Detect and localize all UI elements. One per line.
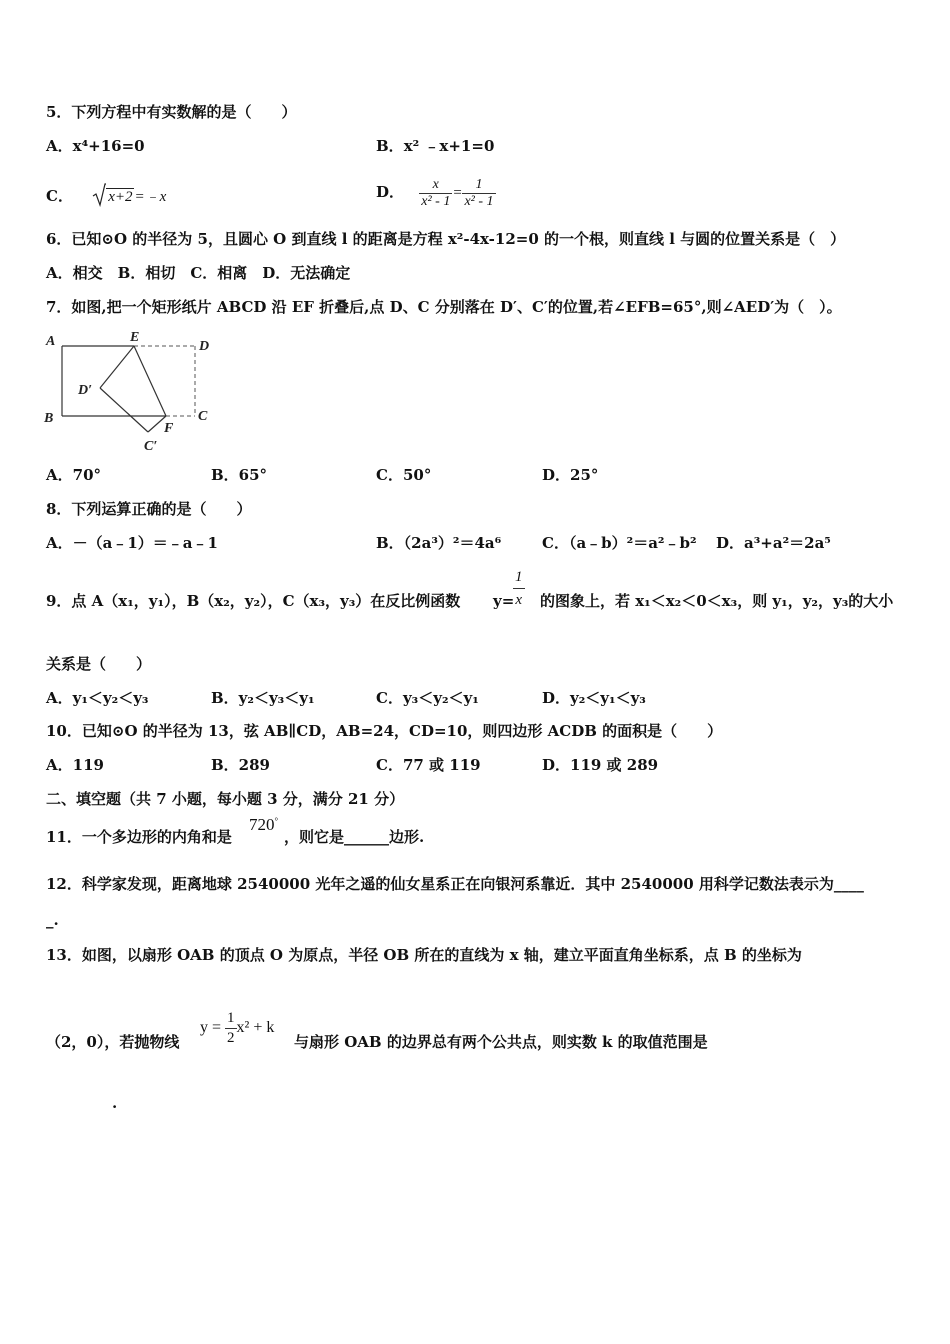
q10-option-c: C．77 或 119 xyxy=(376,756,481,774)
q5-c-radicand: x+2 xyxy=(108,189,133,205)
q13-dot: . xyxy=(112,1094,118,1112)
q11-val: 720 xyxy=(249,815,275,834)
q11-pre: 11．一个多边形的内角和是 xyxy=(46,828,232,846)
q5-d-num1: x xyxy=(419,177,452,194)
q9-stem-cont: 关系是（ ） xyxy=(46,655,152,673)
q5-d-label: D． xyxy=(376,183,405,201)
q11-value xyxy=(249,815,278,835)
q5-d-eq: = xyxy=(452,185,463,201)
section-2-heading: 二、填空题（共 7 小题，每小题 3 分，满分 21 分） xyxy=(46,790,405,808)
q13-den: 2 xyxy=(227,1029,235,1046)
q11-degree: ° xyxy=(274,816,279,826)
q8-stem: 8．下列运算正确的是（ ） xyxy=(46,500,252,518)
q7-option-b: B．65° xyxy=(211,466,268,484)
q7-edge-ef xyxy=(134,346,166,416)
q9-stem-post: 的图象上，若 x₁＜x₂＜0＜x₃，则 y₁，y₂，y₃的大小 xyxy=(540,592,894,610)
q6-stem: 6．已知⊙O 的半径为 5，且圆心 O 到直线 l 的距离是方程 x²-4x-12=0 的一个根，则直线 l 与圆的位置关系是（ ） xyxy=(46,230,846,248)
q7-label-e: E xyxy=(130,330,140,345)
q7-option-a: A．70° xyxy=(46,466,102,484)
q5-d-num2: 1 xyxy=(462,177,495,194)
sqrt-symbol-icon xyxy=(92,183,106,207)
q10-option-d: D．119 或 289 xyxy=(542,756,659,774)
q13-pre: （2，0），若抛物线 xyxy=(46,1033,180,1051)
q9-option-d: D．y₂＜y₁＜y₃ xyxy=(542,689,646,707)
q7-edge-edp xyxy=(100,346,134,388)
q7-option-c: C．50° xyxy=(376,466,432,484)
q7-edge-dpcp xyxy=(100,388,148,432)
q5-stem: 5．下列方程中有实数解的是（ ） xyxy=(46,103,297,121)
q13-y: y = xyxy=(200,1019,222,1036)
q5-b-expr: x² ﹣x+1=0 xyxy=(403,137,495,155)
q5-option-c xyxy=(46,183,166,207)
q7-label-cprime: C′ xyxy=(144,439,158,454)
q8-option-a: A．－（a﹣1）＝﹣a﹣1 xyxy=(46,534,218,552)
q9-option-c: C．y₃＜y₂＜y₁ xyxy=(376,689,479,707)
q9-frac xyxy=(513,566,525,611)
q11-post: ，则它是______边形. xyxy=(284,828,425,846)
q7-label-a: A xyxy=(46,334,56,349)
q8-option-b: B．（2a³）²＝4a⁶ xyxy=(376,534,502,552)
q8-option-d: D．a³+a²＝2a⁵ xyxy=(716,534,831,552)
q7-label-c: C xyxy=(198,409,208,424)
q5-a-expr: x⁴+16=0 xyxy=(72,137,145,155)
q13-frac xyxy=(225,1009,237,1048)
q5-d-den1: x² - 1 xyxy=(421,193,451,209)
q8-option-c: C．（a﹣b）²＝a²﹣b² xyxy=(542,534,697,552)
q5-b-label: B． xyxy=(376,137,404,155)
q9-func: y= xyxy=(493,592,515,610)
q7-label-d: D xyxy=(199,339,210,354)
q9-fraction xyxy=(513,566,525,611)
q5-c-rhs: =﹣x xyxy=(134,189,167,205)
q5-option-a xyxy=(46,136,145,156)
q13-post: 与扇形 OAB 的边界总有两个公共点，则实数 k 的取值范围是 xyxy=(294,1033,708,1051)
q10-option-a: A．119 xyxy=(46,756,104,774)
q13-num: 1 xyxy=(225,1009,237,1029)
q5-d-den2: x² - 1 xyxy=(464,193,494,209)
q13-parabola xyxy=(200,1008,274,1048)
q9-option-b: B．y₂＜y₃＜y₁ xyxy=(211,689,315,707)
q7-stem: 7．如图,把一个矩形纸片 ABCD 沿 EF 折叠后,点 D、C 分别落在 D′、C′的位置,若∠EFB=65°,则∠AED′为（ ）。 xyxy=(46,298,842,316)
q5-d-frac2 xyxy=(462,177,495,210)
q10-stem: 10．已知⊙O 的半径为 13，弦 AB∥CD，AB=24，CD=10，则四边形 ACDB 的面积是（ ） xyxy=(46,722,723,740)
q9-option-a: A．y₁＜y₂＜y₃ xyxy=(46,689,149,707)
q7-label-f: F xyxy=(164,421,174,436)
q7-figure xyxy=(40,328,220,456)
q7-label-b: B xyxy=(44,411,54,426)
q6-options: A．相交 B．相切 C．相离 D．无法确定 xyxy=(46,264,351,282)
q5-a-label: A． xyxy=(46,137,73,155)
q12-cont: _. xyxy=(46,911,59,929)
q10-option-b: B．289 xyxy=(211,756,270,774)
q5-c-label: C． xyxy=(46,187,73,205)
q9-stem-pre: 9．点 A（x₁，y₁），B（x₂，y₂），C（x₃，y₃）在反比例函数 xyxy=(46,592,461,610)
q13-stem: 13．如图，以扇形 OAB 的顶点 O 为原点，半径 OB 所在的直线为 x 轴，建立平面直角坐标系，点 B 的坐标为 xyxy=(46,946,802,964)
q5-option-d xyxy=(376,172,496,213)
q7-label-dprime: D′ xyxy=(78,383,93,398)
q9-den: x xyxy=(515,592,523,608)
q5-d-frac1 xyxy=(419,177,452,210)
q13-rest: x² + k xyxy=(236,1019,275,1036)
q9-num: 1 xyxy=(513,566,525,589)
q12-text: 12．科学家发现，距离地球 2540000 光年之遥的仙女星系正在向银河系靠近．其中 2540000 用科学记数法表示为____ xyxy=(46,875,864,893)
q5-option-b xyxy=(376,136,494,156)
q7-option-d: D．25° xyxy=(542,466,599,484)
